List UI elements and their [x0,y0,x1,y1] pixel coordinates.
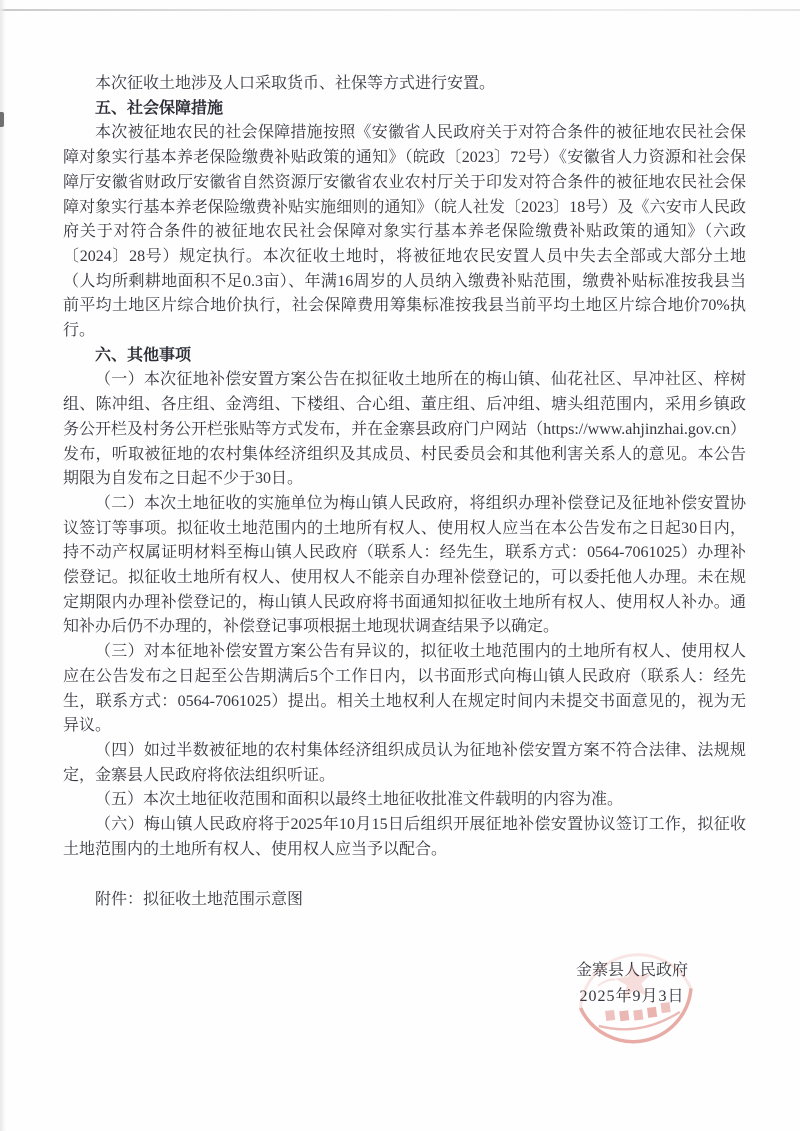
section-5-heading: 五、社会保障措施 [95,99,224,117]
section-6-item-1: （一）本次征地补偿安置方案公告在拟征收土地所在的梅山镇、仙花社区、早冲社区、梓树组、陈冲组、各庄组、金湾组、下楼组、合心组、董庄组、后冲组、塘头组范围内，采用乡镇政务公开栏及村务公开栏张贴等方式发布，并在金寨县政府门户网站（https://www.ahjinzhai.gov.cn）发布，听取被征地的农村集体经济组织及其成员、村民委员会和其他利害关系人的意见。本公告期限为自发布之日起不少于30日。 [63,371,746,488]
scan-artifact-top-edge [0,9,800,11]
section-6-item-3: （三）对本征地补偿安置方案公告有异议的，拟征收土地范围内的土地所有权人、使用权人应在公告发布之日起至公告期满后5个工作日内，以书面形式向梅山镇人民政府（联系人：经先生，联系方式：0564-7061025）提出。相关土地权利人在规定时间内未提交书面意见的，视为无异议。 [63,643,746,735]
intro-paragraph: 本次征收土地涉及人口采取货币、社保等方式进行安置。 [95,75,496,92]
section-6-item-6: （六）梅山镇人民政府将于2025年10月15日后组织开展征地补偿安置协议签订工作，拟征收土地范围内的土地所有权人、使用权人应当予以配合。 [63,816,746,858]
scan-artifact-left-edge [0,0,6,1131]
signature-block [63,958,746,1010]
signature-inner [572,958,692,1010]
section-6-item-2: （二）本次土地征收的实施单位为梅山镇人民政府，将组织办理补偿登记及征地补偿安置协议签订等事项。拟征收土地范围内的土地所有权人、使用权人应当在本公告发布之日起30日内，持不动产权属证明材料至梅山镇人民政府（联系人：经先生，联系方式：0564-7061025）办理补偿登记。拟征收土地所有权人、使用权人不能亲自办理补偿登记的，可以委托他人办理。未在规定期限内办理补偿登记的，梅山镇人民政府将书面通知拟征收土地所有权人、使用权人补办。通知补办后仍不办理的，补偿登记事项根据土地现状调查结果予以确定。 [63,494,746,636]
section-6-item-4: （四）如过半数被征地的农村集体经济组织成员认为征地补偿安置方案不符合法律、法规规定，金寨县人民政府将依法组织听证。 [63,741,746,784]
notice-body [63,72,746,1010]
signature-date: 2025年9月3日 [579,988,685,1006]
section-6-item-5: （五）本次土地征收范围和面积以最终土地征收批准文件载明的内容为准。 [95,791,624,809]
scan-artifact-left-mark [0,112,4,127]
attachment-line: 附件：拟征收土地范围示意图 [95,890,304,908]
section-6-heading: 六、其他事项 [95,346,192,364]
signature-agency: 金寨县人民政府 [575,962,688,980]
section-5-paragraph: 本次被征地农民的社会保障措施按照《安徽省人民政府关于对符合条件的被征地农民社会保障对象实行基本养老保险缴费补贴政策的通知》（皖政〔2023〕72号）《安徽省人力资源和社会保障厅安徽省财政厅安徽省自然资源厅安徽省农业农村厅关于印发对符合条件的被征地农民社会保障对象实行基本养老保险缴费补贴实施细则的通知》（皖人社发〔2023〕18号）及《六安市人民政府关于对符合条件的被征地农民社会保障对象实行基本养老保险缴费补贴政策的通知》（六政〔2024〕28号）规定执行。本次征收土地时，将被征地农民安置人员中失去全部或大部分土地（人均所剩耕地面积不足0.3亩）、年满16周岁的人员纳入缴费补贴范围，缴费补贴标准按我县当前平均土地区片综合地价执行，社会保障费用筹集标准按我县当前平均土地区片综合地价70%执行。 [63,124,746,340]
